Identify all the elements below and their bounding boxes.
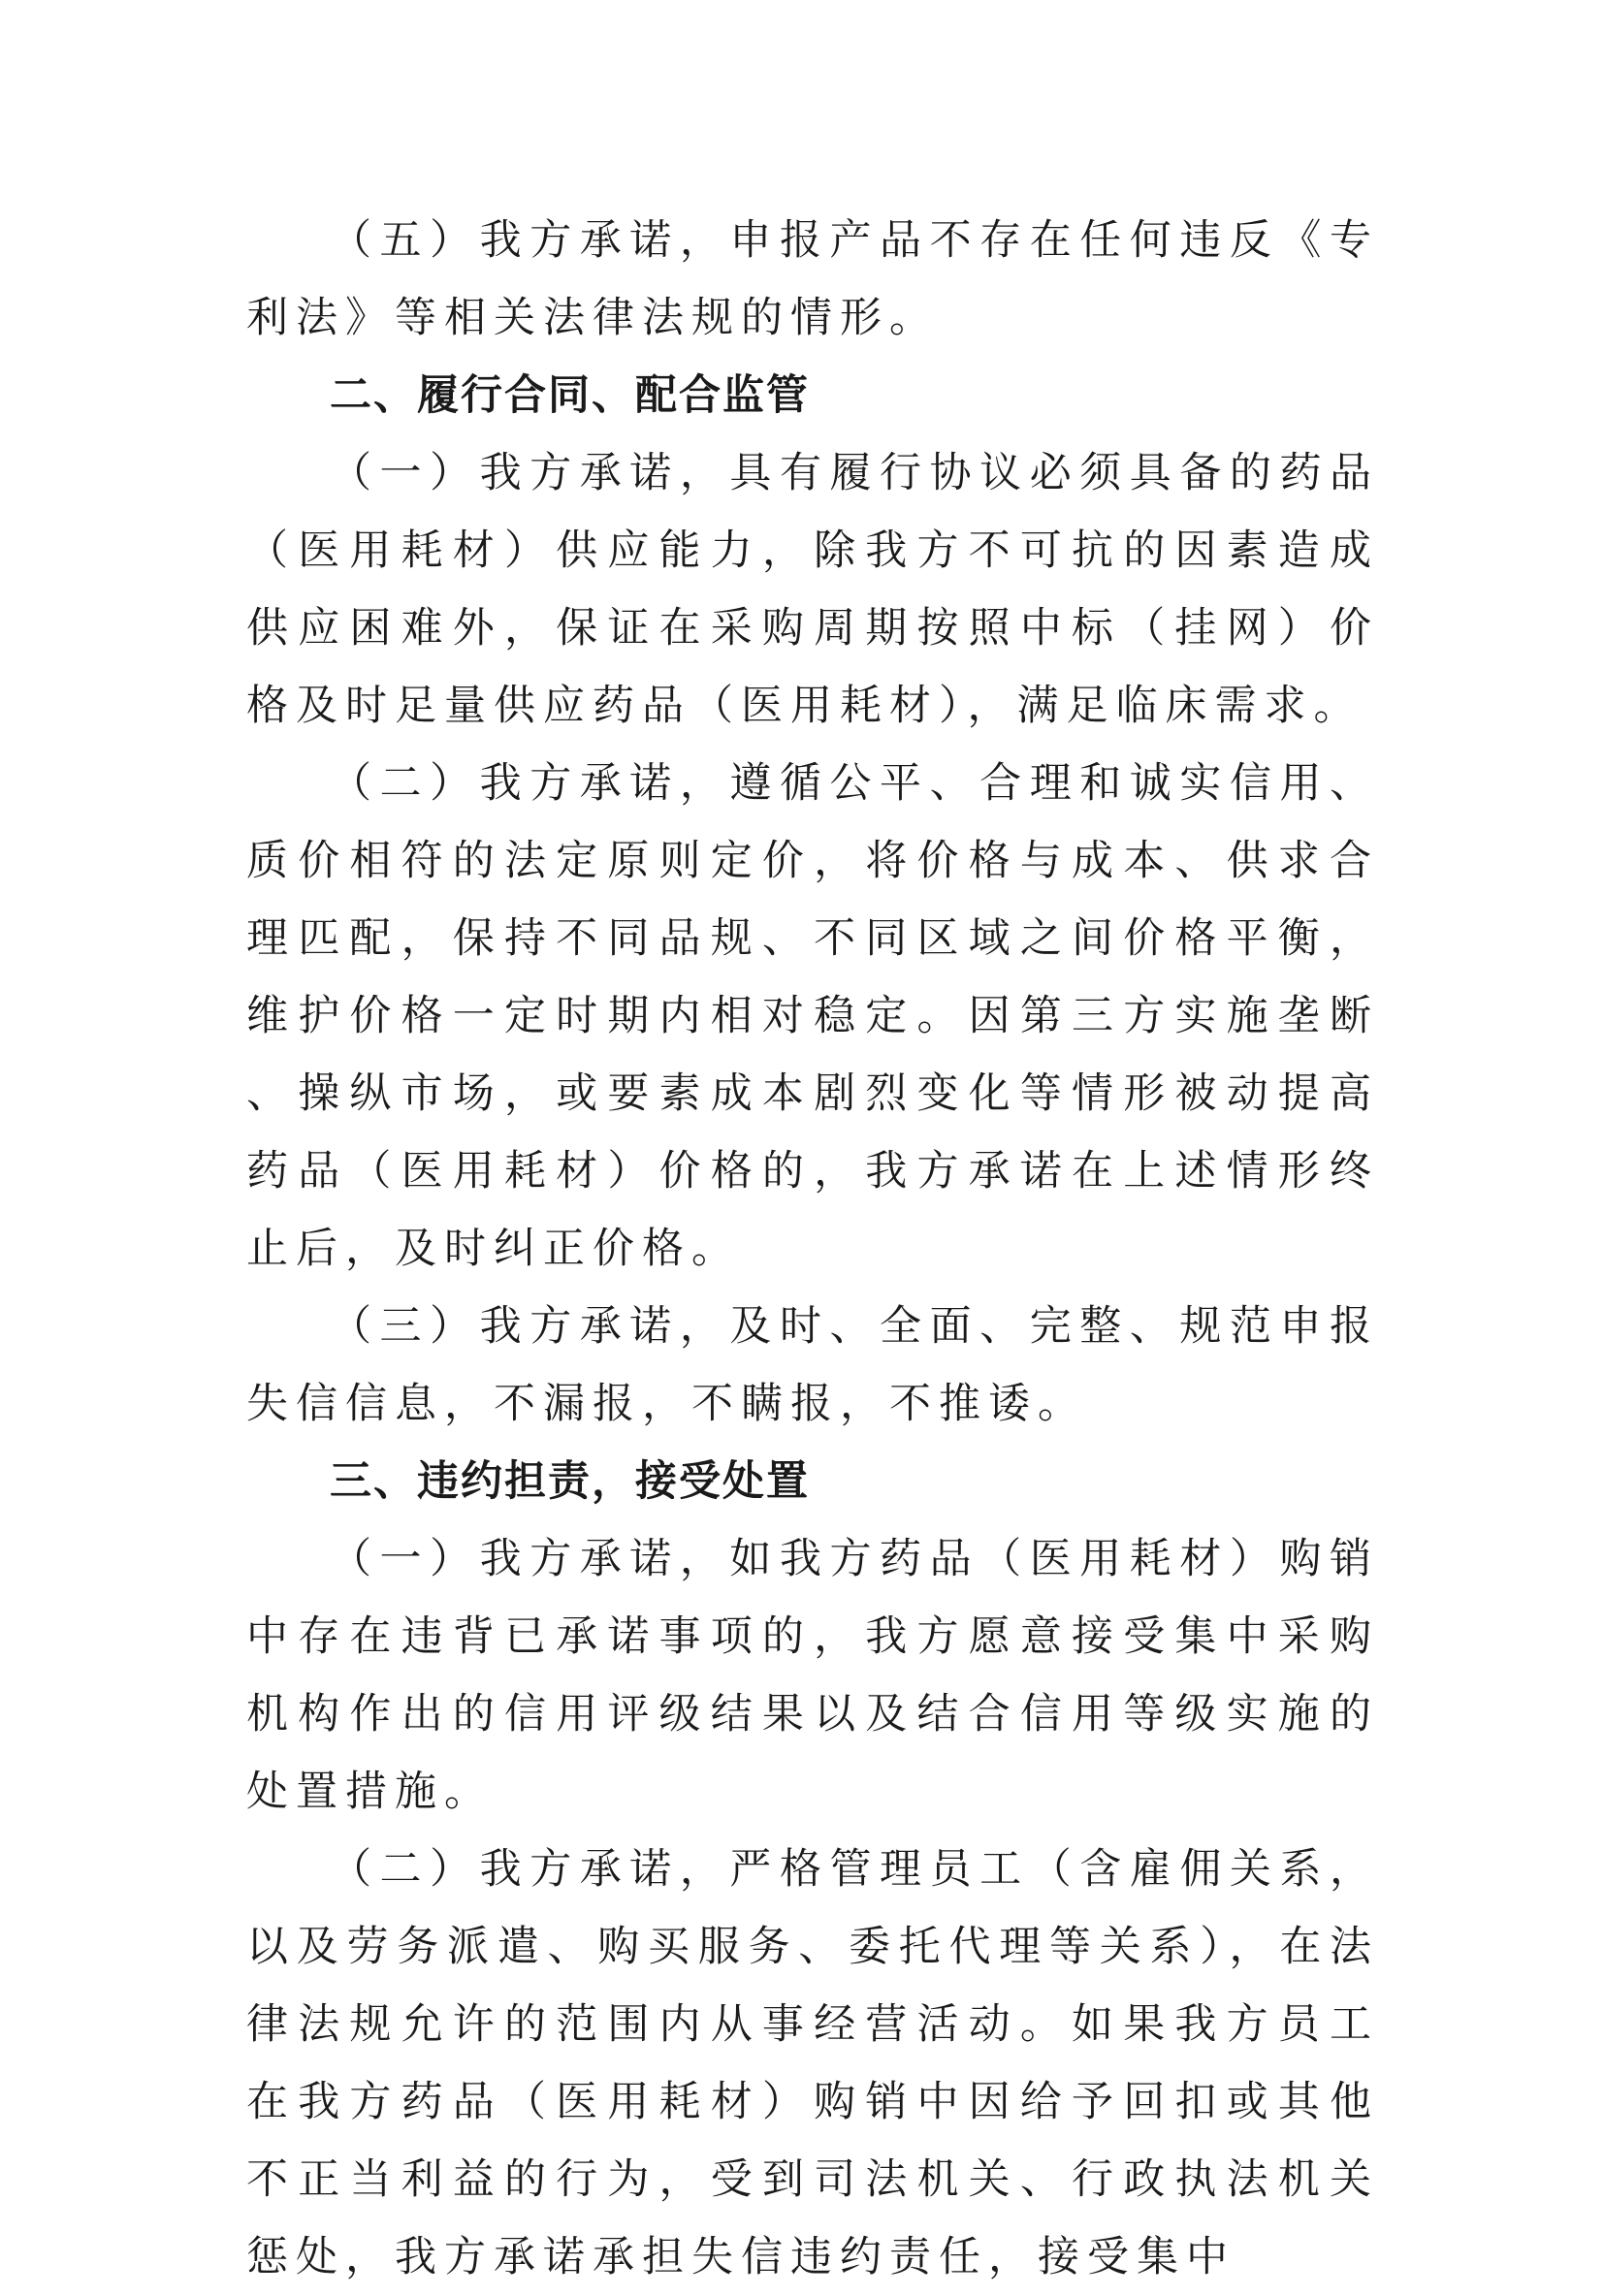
section-heading-3: 三、违约担责，接受处置 <box>330 1457 810 1506</box>
paragraph-pricing-principles: （二）我方承诺，遵循公平、合理和诚实信用、质价相符的法定原则定价，将价格与成本、供求合理匹配，保持不同品规、不同区域之间价格平衡，维护价格一定时期内相对稳定。因第三方实施垄断、操纵市场，或要素成本剧烈变化等情形被动提高药品（医用耗材）价格的，我方承诺在上述情形终止后，及时纠正价格。 <box>246 759 1379 1273</box>
document-body <box>246 202 1379 2296</box>
section-heading-2: 二、履行合同、配合监管 <box>330 371 810 420</box>
paragraph-credit-rating: （一）我方承诺，如我方药品（医用耗材）购销中存在违背已承诺事项的，我方愿意接受集中采购机构作出的信用评级结果以及结合信用等级实施的处置措施。 <box>246 1535 1379 1816</box>
paragraph-5-patent-law: （五）我方承诺，申报产品不存在任何违反《专利法》等相关法律法规的情形。 <box>246 216 1379 342</box>
paragraph-employee-management: （二）我方承诺，严格管理员工（含雇佣关系，以及劳务派遣、购买服务、委托代理等关系），在法律法规允许的范围内从事经营活动。如果我方员工在我方药品（医用耗材）购销中因给予回扣或其他不正当利益的行为，受到司法机关、行政执法机关惩处，我方承诺承担失信违约责任，接受集中 <box>246 1845 1379 2281</box>
paragraph-supply-capacity: （一）我方承诺，具有履行协议必须具备的药品（医用耗材）供应能力，除我方不可抗的因素造成供应困难外，保证在采购周期按照中标（挂网）价格及时足量供应药品（医用耗材），满足临床需求。 <box>246 449 1379 730</box>
paragraph-dishonesty-reporting: （三）我方承诺，及时、全面、完整、规范申报失信信息，不漏报，不瞒报，不推诿。 <box>246 1302 1379 1428</box>
